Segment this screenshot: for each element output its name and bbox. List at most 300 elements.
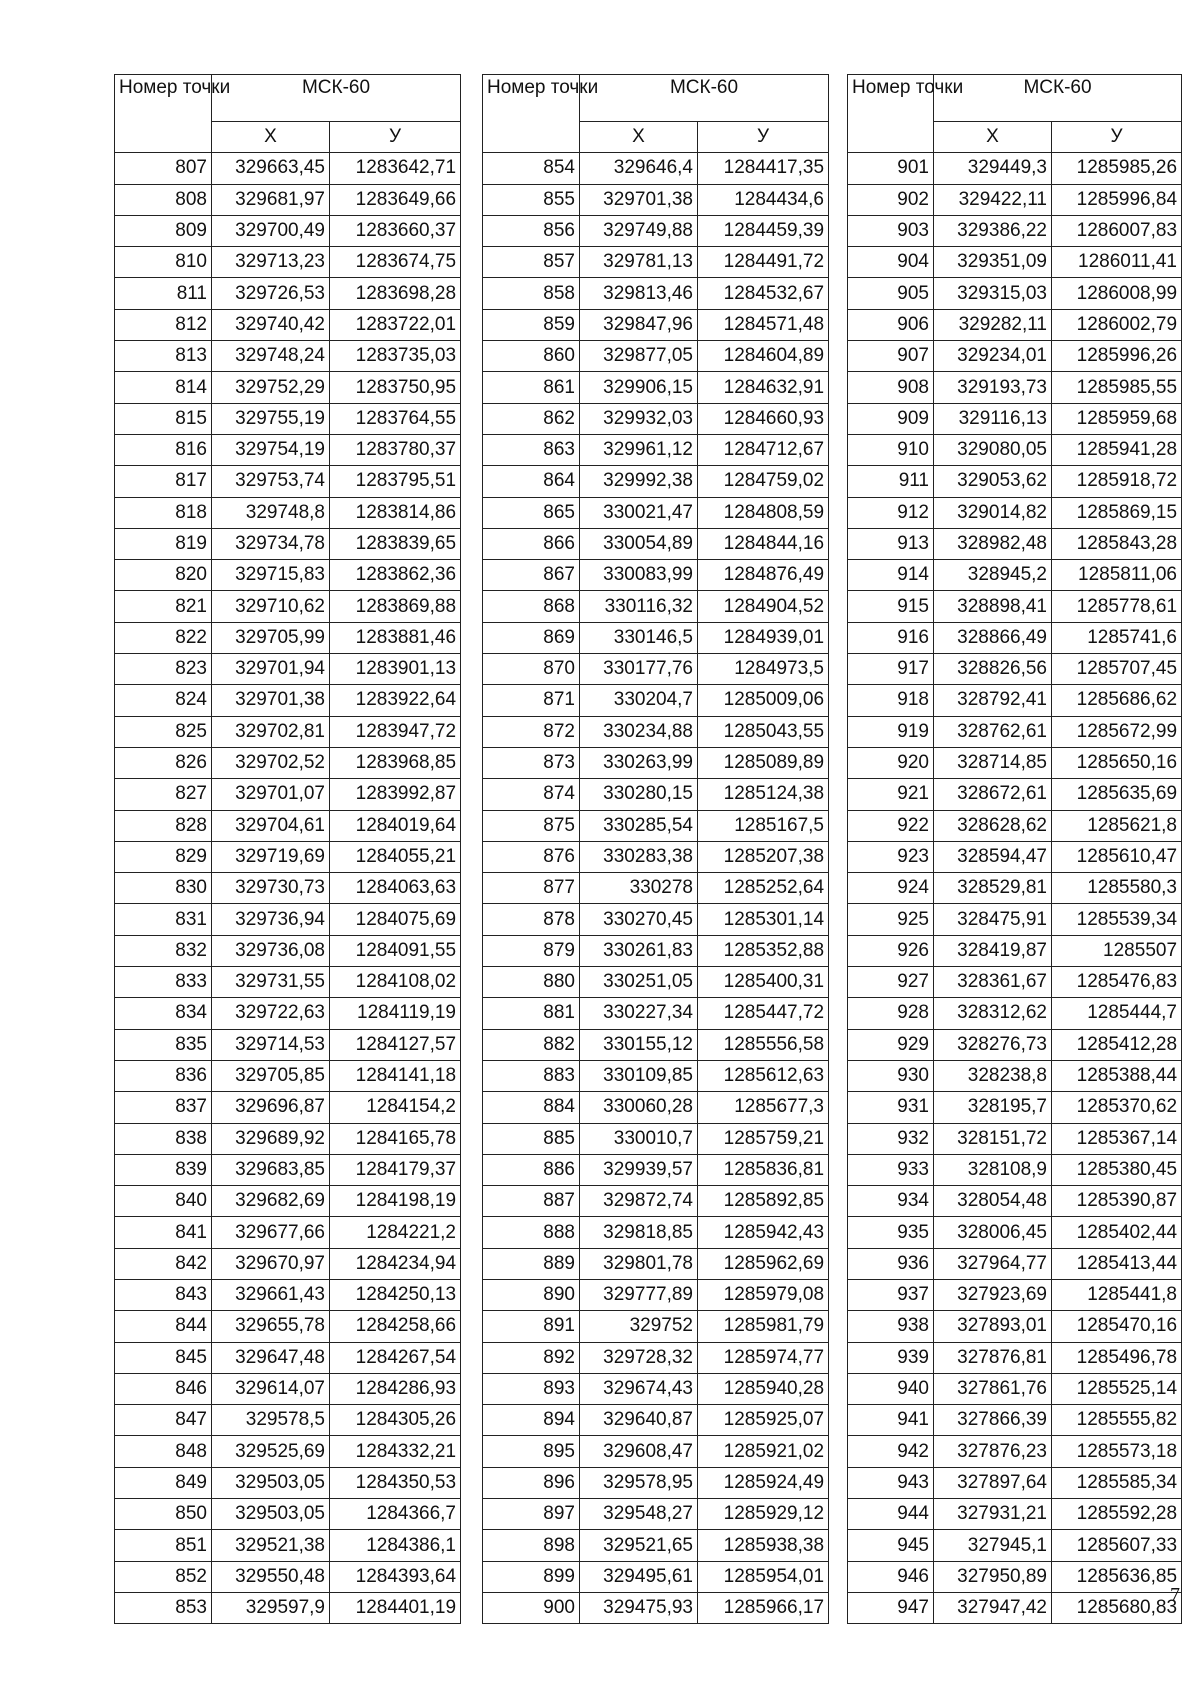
point-number-cell: 879 [483, 935, 580, 966]
point-number-cell: 827 [115, 779, 212, 810]
table-row [848, 403, 1182, 434]
table-row [115, 967, 461, 998]
y-coordinate-cell: 1284459,39 [698, 215, 829, 246]
table-row [483, 1060, 829, 1091]
y-coordinate-cell: 1286007,83 [1052, 215, 1182, 246]
table-body [115, 153, 461, 1624]
x-column-header: X [934, 122, 1052, 153]
table-row [848, 1373, 1182, 1404]
point-number-cell: 807 [115, 153, 212, 184]
point-number-cell: 820 [115, 560, 212, 591]
y-coordinate-cell: 1285974,77 [698, 1342, 829, 1373]
table-row [115, 622, 461, 653]
point-number-cell: 929 [848, 1029, 934, 1060]
x-coordinate-cell: 329503,05 [212, 1467, 330, 1498]
x-coordinate-cell: 329682,69 [212, 1186, 330, 1217]
x-coordinate-cell: 329053,62 [934, 466, 1052, 497]
table-row [848, 278, 1182, 309]
table-row [115, 1154, 461, 1185]
point-number-cell: 828 [115, 810, 212, 841]
y-coordinate-cell: 1285635,69 [1052, 779, 1182, 810]
x-coordinate-cell: 330116,32 [580, 591, 698, 622]
table-row [483, 403, 829, 434]
y-coordinate-cell: 1285592,28 [1052, 1499, 1182, 1530]
point-number-cell: 889 [483, 1248, 580, 1279]
y-coordinate-cell: 1284393,64 [330, 1561, 461, 1592]
point-number-cell: 928 [848, 998, 934, 1029]
table-row [115, 560, 461, 591]
table-row [848, 1530, 1182, 1561]
y-coordinate-cell: 1285672,99 [1052, 716, 1182, 747]
x-coordinate-cell: 330083,99 [580, 560, 698, 591]
y-coordinate-cell: 1285759,21 [698, 1123, 829, 1154]
x-coordinate-cell: 330263,99 [580, 747, 698, 778]
point-number-cell: 910 [848, 434, 934, 465]
x-coordinate-cell: 329578,5 [212, 1405, 330, 1436]
x-coordinate-cell: 329608,47 [580, 1436, 698, 1467]
x-coordinate-cell: 329521,65 [580, 1530, 698, 1561]
y-coordinate-cell: 1285580,3 [1052, 873, 1182, 904]
table-row [115, 1499, 461, 1530]
point-number-cell: 915 [848, 591, 934, 622]
point-number-cell: 875 [483, 810, 580, 841]
point-number-cell: 931 [848, 1092, 934, 1123]
point-number-cell: 867 [483, 560, 580, 591]
y-coordinate-cell: 1284904,52 [698, 591, 829, 622]
y-coordinate-cell: 1284091,55 [330, 935, 461, 966]
x-coordinate-cell: 329728,32 [580, 1342, 698, 1373]
y-coordinate-cell: 1285367,14 [1052, 1123, 1182, 1154]
y-coordinate-cell: 1285525,14 [1052, 1373, 1182, 1404]
point-number-cell: 855 [483, 184, 580, 215]
table-row [848, 873, 1182, 904]
table-row [483, 1436, 829, 1467]
table-row [848, 528, 1182, 559]
x-coordinate-cell: 329521,38 [212, 1530, 330, 1561]
point-number-cell: 826 [115, 747, 212, 778]
table-row [483, 1311, 829, 1342]
y-coordinate-cell: 1285507 [1052, 935, 1182, 966]
x-coordinate-cell: 330285,54 [580, 810, 698, 841]
x-coordinate-cell: 329080,05 [934, 434, 1052, 465]
y-coordinate-cell: 1285390,87 [1052, 1186, 1182, 1217]
y-coordinate-cell: 1283968,85 [330, 747, 461, 778]
x-coordinate-cell: 327893,01 [934, 1311, 1052, 1342]
point-number-cell: 863 [483, 434, 580, 465]
y-coordinate-cell: 1284604,89 [698, 341, 829, 372]
y-coordinate-cell: 1285124,38 [698, 779, 829, 810]
table-row [483, 654, 829, 685]
table-row [848, 497, 1182, 528]
table-row [848, 1029, 1182, 1060]
y-coordinate-cell: 1285402,44 [1052, 1217, 1182, 1248]
x-coordinate-cell: 330278 [580, 873, 698, 904]
y-coordinate-cell: 1284973,5 [698, 654, 829, 685]
table-row [115, 935, 461, 966]
point-number-cell: 943 [848, 1467, 934, 1498]
point-number-cell: 816 [115, 434, 212, 465]
table-row [115, 1592, 461, 1623]
point-number-cell: 911 [848, 466, 934, 497]
y-coordinate-cell: 1283649,66 [330, 184, 461, 215]
x-coordinate-cell: 328945,2 [934, 560, 1052, 591]
x-coordinate-cell: 329781,13 [580, 247, 698, 278]
table-row [483, 1217, 829, 1248]
point-number-cell: 878 [483, 904, 580, 935]
point-number-cell: 812 [115, 309, 212, 340]
x-coordinate-cell: 327950,89 [934, 1561, 1052, 1592]
x-coordinate-cell: 329701,94 [212, 654, 330, 685]
x-coordinate-cell: 328312,62 [934, 998, 1052, 1029]
point-number-cell: 873 [483, 747, 580, 778]
table-row [115, 434, 461, 465]
table-row [483, 841, 829, 872]
table-row [115, 1405, 461, 1436]
y-coordinate-cell: 1285778,61 [1052, 591, 1182, 622]
y-coordinate-cell: 1285941,28 [1052, 434, 1182, 465]
point-number-cell: 930 [848, 1060, 934, 1091]
x-coordinate-cell: 329736,94 [212, 904, 330, 935]
table-row [115, 1186, 461, 1217]
x-coordinate-cell: 329748,24 [212, 341, 330, 372]
table-row [848, 1592, 1182, 1623]
y-coordinate-cell: 1283881,46 [330, 622, 461, 653]
point-number-cell: 894 [483, 1405, 580, 1436]
y-coordinate-cell: 1285636,85 [1052, 1561, 1182, 1592]
point-number-cell: 884 [483, 1092, 580, 1123]
table-row [848, 685, 1182, 716]
y-coordinate-cell: 1283869,88 [330, 591, 461, 622]
x-coordinate-cell: 329014,82 [934, 497, 1052, 528]
table-row [115, 184, 461, 215]
table-row [115, 1530, 461, 1561]
point-number-cell: 913 [848, 528, 934, 559]
x-coordinate-cell: 329422,11 [934, 184, 1052, 215]
table-row [115, 497, 461, 528]
x-coordinate-cell: 329700,49 [212, 215, 330, 246]
x-coordinate-cell: 330280,15 [580, 779, 698, 810]
table-row [848, 1154, 1182, 1185]
point-number-cell: 881 [483, 998, 580, 1029]
y-coordinate-cell: 1285741,6 [1052, 622, 1182, 653]
y-coordinate-cell: 1284386,1 [330, 1530, 461, 1561]
point-number-cell: 857 [483, 247, 580, 278]
y-coordinate-cell: 1284532,67 [698, 278, 829, 309]
table-row [483, 497, 829, 528]
point-number-cell: 934 [848, 1186, 934, 1217]
y-coordinate-cell: 1284141,18 [330, 1060, 461, 1091]
x-coordinate-cell: 328054,48 [934, 1186, 1052, 1217]
table-row [115, 1029, 461, 1060]
point-number-cell: 824 [115, 685, 212, 716]
point-number-cell: 947 [848, 1592, 934, 1623]
y-coordinate-cell: 1284939,01 [698, 622, 829, 653]
y-coordinate-cell: 1285954,01 [698, 1561, 829, 1592]
x-coordinate-cell: 329705,85 [212, 1060, 330, 1091]
table-row [483, 466, 829, 497]
table-row [848, 215, 1182, 246]
y-coordinate-cell: 1285929,12 [698, 1499, 829, 1530]
y-coordinate-cell: 1285301,14 [698, 904, 829, 935]
x-coordinate-cell: 329730,73 [212, 873, 330, 904]
point-number-cell: 900 [483, 1592, 580, 1623]
y-coordinate-cell: 1285043,55 [698, 716, 829, 747]
y-coordinate-cell: 1285940,28 [698, 1373, 829, 1404]
x-coordinate-cell: 329701,07 [212, 779, 330, 810]
x-coordinate-cell: 329614,07 [212, 1373, 330, 1404]
y-coordinate-cell: 1285556,58 [698, 1029, 829, 1060]
table-row [115, 1561, 461, 1592]
x-coordinate-cell: 329961,12 [580, 434, 698, 465]
x-coordinate-cell: 330234,88 [580, 716, 698, 747]
y-coordinate-cell: 1285610,47 [1052, 841, 1182, 872]
point-number-cell: 843 [115, 1279, 212, 1310]
point-number-cell: 897 [483, 1499, 580, 1530]
y-coordinate-cell: 1284632,91 [698, 372, 829, 403]
point-number-cell: 850 [115, 1499, 212, 1530]
x-coordinate-cell: 329752 [580, 1311, 698, 1342]
point-number-cell: 899 [483, 1561, 580, 1592]
y-column-header: У [698, 122, 829, 153]
x-coordinate-cell: 329777,89 [580, 1279, 698, 1310]
x-column-header: X [212, 122, 330, 153]
point-number-cell: 902 [848, 184, 934, 215]
point-number-cell: 895 [483, 1436, 580, 1467]
table-row [483, 215, 829, 246]
point-number-cell: 833 [115, 967, 212, 998]
y-coordinate-cell: 1283795,51 [330, 466, 461, 497]
x-coordinate-cell: 329755,19 [212, 403, 330, 434]
table-row [848, 747, 1182, 778]
point-number-cell: 818 [115, 497, 212, 528]
x-coordinate-cell: 328982,48 [934, 528, 1052, 559]
table-row [115, 1092, 461, 1123]
table-row [848, 372, 1182, 403]
table-row [848, 591, 1182, 622]
table-row [848, 1561, 1182, 1592]
table-row [115, 1217, 461, 1248]
x-coordinate-cell: 329495,61 [580, 1561, 698, 1592]
table-row [483, 685, 829, 716]
table-row [115, 341, 461, 372]
table-row [483, 1123, 829, 1154]
y-coordinate-cell: 1283735,03 [330, 341, 461, 372]
point-number-cell: 938 [848, 1311, 934, 1342]
y-coordinate-cell: 1285677,3 [698, 1092, 829, 1123]
y-coordinate-cell: 1285869,15 [1052, 497, 1182, 528]
y-coordinate-cell: 1284417,35 [698, 153, 829, 184]
x-coordinate-cell: 329736,08 [212, 935, 330, 966]
point-number-cell: 811 [115, 278, 212, 309]
table-row [115, 654, 461, 685]
table-row [115, 1373, 461, 1404]
x-coordinate-cell: 330155,12 [580, 1029, 698, 1060]
table-row [483, 153, 829, 184]
x-coordinate-cell: 329681,97 [212, 184, 330, 215]
x-coordinate-cell: 329550,48 [212, 1561, 330, 1592]
y-coordinate-cell: 1285400,31 [698, 967, 829, 998]
point-number-cell: 830 [115, 873, 212, 904]
x-coordinate-cell: 330251,05 [580, 967, 698, 998]
table-row [115, 1248, 461, 1279]
table-row [848, 1123, 1182, 1154]
y-coordinate-cell: 1285680,83 [1052, 1592, 1182, 1623]
point-number-cell: 841 [115, 1217, 212, 1248]
x-coordinate-cell: 329705,99 [212, 622, 330, 653]
point-number-cell: 848 [115, 1436, 212, 1467]
point-number-cell: 852 [115, 1561, 212, 1592]
y-coordinate-cell: 1283780,37 [330, 434, 461, 465]
x-coordinate-cell: 329696,87 [212, 1092, 330, 1123]
x-coordinate-cell: 330021,47 [580, 497, 698, 528]
y-coordinate-cell: 1284258,66 [330, 1311, 461, 1342]
table-row [848, 841, 1182, 872]
x-coordinate-cell: 328672,61 [934, 779, 1052, 810]
table-row [483, 904, 829, 935]
y-coordinate-cell: 1283901,13 [330, 654, 461, 685]
point-number-cell: 859 [483, 309, 580, 340]
table-row [115, 466, 461, 497]
y-coordinate-cell: 1285167,5 [698, 810, 829, 841]
y-coordinate-cell: 1284075,69 [330, 904, 461, 935]
y-coordinate-cell: 1285555,82 [1052, 1405, 1182, 1436]
x-coordinate-cell: 329877,05 [580, 341, 698, 372]
x-coordinate-cell: 329646,4 [580, 153, 698, 184]
x-coordinate-cell: 329714,53 [212, 1029, 330, 1060]
y-coordinate-cell: 1283814,86 [330, 497, 461, 528]
y-coordinate-cell: 1284876,49 [698, 560, 829, 591]
x-coordinate-cell: 329677,66 [212, 1217, 330, 1248]
x-coordinate-cell: 329722,63 [212, 998, 330, 1029]
y-coordinate-cell: 1285938,38 [698, 1530, 829, 1561]
point-number-cell: 936 [848, 1248, 934, 1279]
x-coordinate-cell: 330010,7 [580, 1123, 698, 1154]
table-row [848, 1186, 1182, 1217]
table-row [115, 215, 461, 246]
point-number-cell: 922 [848, 810, 934, 841]
x-coordinate-cell: 329386,22 [934, 215, 1052, 246]
y-coordinate-cell: 1284250,13 [330, 1279, 461, 1310]
x-coordinate-cell: 329525,69 [212, 1436, 330, 1467]
table-row [115, 309, 461, 340]
y-coordinate-cell: 1285707,45 [1052, 654, 1182, 685]
table-row [115, 747, 461, 778]
x-coordinate-cell: 330146,5 [580, 622, 698, 653]
table-row [483, 1092, 829, 1123]
point-number-cell: 815 [115, 403, 212, 434]
y-coordinate-cell: 1284286,93 [330, 1373, 461, 1404]
x-coordinate-cell: 329640,87 [580, 1405, 698, 1436]
y-coordinate-cell: 1284119,19 [330, 998, 461, 1029]
point-number-cell: 870 [483, 654, 580, 685]
x-coordinate-cell: 329503,05 [212, 1499, 330, 1530]
x-coordinate-cell: 329578,95 [580, 1467, 698, 1498]
x-coordinate-cell: 329116,13 [934, 403, 1052, 434]
y-coordinate-cell: 1285252,64 [698, 873, 829, 904]
x-coordinate-cell: 329906,15 [580, 372, 698, 403]
x-coordinate-cell: 329715,83 [212, 560, 330, 591]
point-number-cell: 908 [848, 372, 934, 403]
y-coordinate-cell: 1284808,59 [698, 497, 829, 528]
y-coordinate-cell: 1283660,37 [330, 215, 461, 246]
point-number-cell: 865 [483, 497, 580, 528]
point-number-cell: 932 [848, 1123, 934, 1154]
x-coordinate-cell: 328419,87 [934, 935, 1052, 966]
point-number-cell: 939 [848, 1342, 934, 1373]
x-coordinate-cell: 328529,81 [934, 873, 1052, 904]
x-coordinate-cell: 329234,01 [934, 341, 1052, 372]
table-row [483, 1499, 829, 1530]
x-coordinate-cell: 330177,76 [580, 654, 698, 685]
y-coordinate-cell: 1285962,69 [698, 1248, 829, 1279]
point-number-cell: 842 [115, 1248, 212, 1279]
point-number-cell: 896 [483, 1467, 580, 1498]
x-coordinate-cell: 329449,3 [934, 153, 1052, 184]
point-number-cell: 927 [848, 967, 934, 998]
y-coordinate-cell: 1285447,72 [698, 998, 829, 1029]
point-number-cell: 851 [115, 1530, 212, 1561]
table-row [115, 1342, 461, 1373]
table-row [848, 654, 1182, 685]
y-coordinate-cell: 1285959,68 [1052, 403, 1182, 434]
x-coordinate-cell: 329872,74 [580, 1186, 698, 1217]
table-row [115, 1467, 461, 1498]
point-number-cell: 809 [115, 215, 212, 246]
x-coordinate-cell: 329548,27 [580, 1499, 698, 1530]
point-number-cell: 825 [115, 716, 212, 747]
table-row [115, 528, 461, 559]
point-number-cell: 817 [115, 466, 212, 497]
table-row [115, 591, 461, 622]
point-number-cell: 920 [848, 747, 934, 778]
point-number-cell: 924 [848, 873, 934, 904]
point-number-cell: 923 [848, 841, 934, 872]
x-coordinate-cell: 329702,81 [212, 716, 330, 747]
x-coordinate-cell: 329818,85 [580, 1217, 698, 1248]
x-coordinate-cell: 329734,78 [212, 528, 330, 559]
y-coordinate-cell: 1285370,62 [1052, 1092, 1182, 1123]
point-number-cell: 880 [483, 967, 580, 998]
y-coordinate-cell: 1286008,99 [1052, 278, 1182, 309]
table-row [483, 434, 829, 465]
point-number-cell: 925 [848, 904, 934, 935]
y-coordinate-cell: 1284844,16 [698, 528, 829, 559]
y-coordinate-cell: 1284759,02 [698, 466, 829, 497]
point-number-cell: 821 [115, 591, 212, 622]
table-body [848, 153, 1182, 1624]
y-coordinate-cell: 1284350,53 [330, 1467, 461, 1498]
point-number-cell: 834 [115, 998, 212, 1029]
y-coordinate-cell: 1286002,79 [1052, 309, 1182, 340]
table-row [115, 998, 461, 1029]
table-row [483, 528, 829, 559]
y-coordinate-cell: 1284198,19 [330, 1186, 461, 1217]
y-coordinate-cell: 1285979,08 [698, 1279, 829, 1310]
x-coordinate-cell: 328151,72 [934, 1123, 1052, 1154]
point-number-cell: 890 [483, 1279, 580, 1310]
y-coordinate-cell: 1283750,95 [330, 372, 461, 403]
y-coordinate-cell: 1283674,75 [330, 247, 461, 278]
table-row [115, 904, 461, 935]
x-coordinate-cell: 329749,88 [580, 215, 698, 246]
point-number-cell: 918 [848, 685, 934, 716]
y-coordinate-cell: 1285621,8 [1052, 810, 1182, 841]
table-row [483, 622, 829, 653]
y-coordinate-cell: 1285607,33 [1052, 1530, 1182, 1561]
x-coordinate-cell: 328006,45 [934, 1217, 1052, 1248]
table-row [483, 1029, 829, 1060]
y-coordinate-cell: 1284179,37 [330, 1154, 461, 1185]
